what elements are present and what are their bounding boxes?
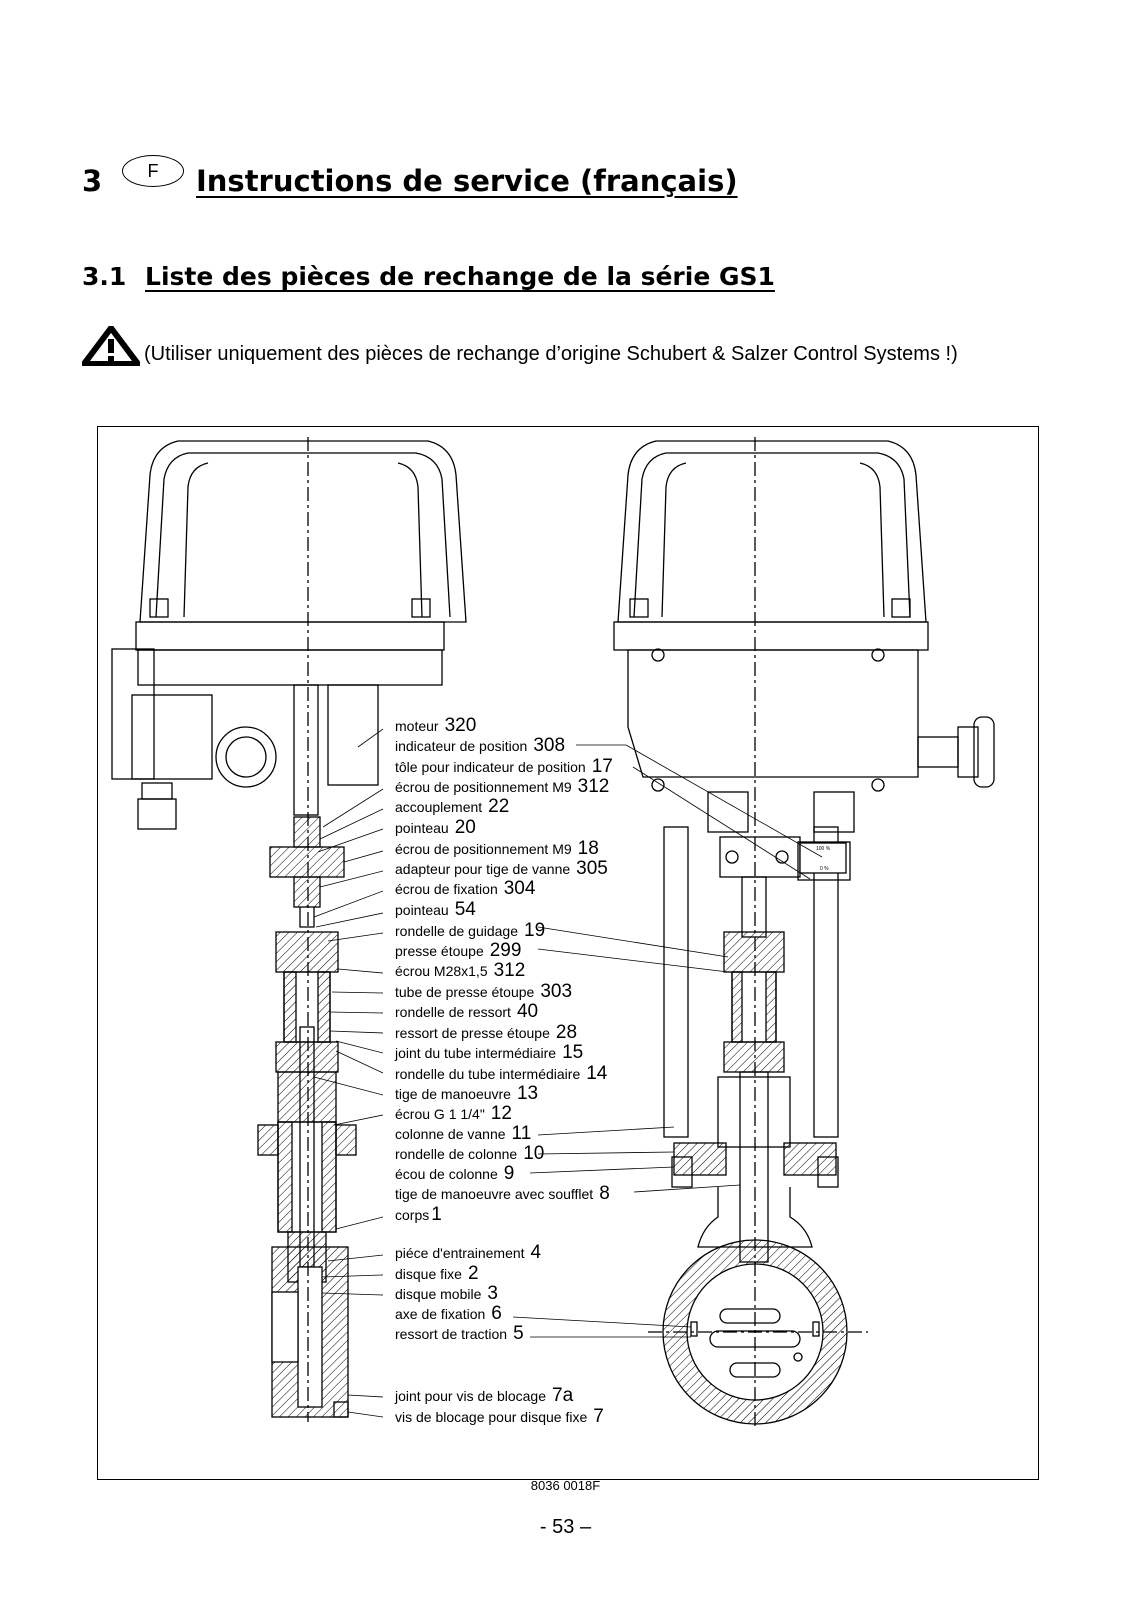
part-label: écrou de positionnement M9 312 xyxy=(395,776,610,797)
section-title: Instructions de service (français) xyxy=(196,164,738,198)
part-label: joint pour vis de blocage 7a xyxy=(395,1385,574,1406)
indicator-0: 0 % xyxy=(820,866,829,872)
warning-note xyxy=(82,326,1042,366)
part-label: écrou M28x1,5 312 xyxy=(395,960,526,981)
part-label: ressort de traction 5 xyxy=(395,1323,524,1344)
part-label: accouplement 22 xyxy=(395,796,510,817)
subsection-heading xyxy=(82,262,775,291)
part-label: tige de manoeuvre 13 xyxy=(395,1083,539,1104)
part-label: axe de fixation 6 xyxy=(395,1303,502,1324)
part-label: moteur 320 xyxy=(395,715,477,736)
page-number: - 53 – xyxy=(539,1516,592,1538)
part-label: écrou G 1 1/4" 12 xyxy=(395,1103,512,1124)
valve-cross-section-drawing xyxy=(98,427,1038,1479)
part-label: ressort de presse étoupe 28 xyxy=(395,1022,578,1043)
part-label: vis de blocage pour disque fixe 7 xyxy=(395,1406,604,1427)
part-label: tige de manoeuvre avec soufflet 8 xyxy=(395,1183,610,1204)
part-label: presse étoupe 299 xyxy=(395,940,522,961)
part-label: colonne de vanne 11 xyxy=(395,1123,532,1144)
part-label: rondelle de guidage 19 xyxy=(395,920,546,941)
part-label: joint du tube intermédiaire 15 xyxy=(395,1042,584,1063)
subsection-number: 3.1 xyxy=(82,262,127,291)
part-label: pointeau 54 xyxy=(395,899,476,920)
warning-triangle-icon xyxy=(82,326,140,366)
language-badge-icon: F xyxy=(122,155,184,187)
spare-parts-drawing xyxy=(97,426,1039,1480)
section-number: 3 xyxy=(82,164,103,198)
part-label: écou de colonne 9 xyxy=(395,1163,515,1184)
part-label: tôle pour indicateur de position 17 xyxy=(395,756,613,777)
part-label: pointeau 20 xyxy=(395,817,476,838)
part-label: rondelle de colonne 10 xyxy=(395,1143,545,1164)
part-label: adapteur pour tige de vanne 305 xyxy=(395,858,608,879)
section-heading xyxy=(82,161,738,198)
part-label: tube de presse étoupe 303 xyxy=(395,981,573,1002)
indicator-100: 100 % xyxy=(816,846,831,852)
part-label: piéce d'entrainement 4 xyxy=(395,1242,542,1263)
part-label: disque fixe 2 xyxy=(395,1263,479,1284)
part-label: écrou de positionnement M9 18 xyxy=(395,838,599,859)
part-label: disque mobile 3 xyxy=(395,1283,498,1304)
drawing-code: 8036 0018F xyxy=(530,1478,601,1493)
warning-text: (Utiliser uniquement des pièces de rechange d’origine Schubert & Salzer Control Systems !) xyxy=(144,343,958,365)
subsection-title: Liste des pièces de rechange de la série GS1 xyxy=(145,262,775,291)
part-label: indicateur de position 308 xyxy=(395,735,566,756)
part-label: rondelle de ressort 40 xyxy=(395,1001,539,1022)
part-label: écrou de fixation 304 xyxy=(395,878,536,899)
part-label: rondelle du tube intermédiaire 14 xyxy=(395,1063,608,1084)
part-label: corps 1 xyxy=(395,1204,442,1225)
